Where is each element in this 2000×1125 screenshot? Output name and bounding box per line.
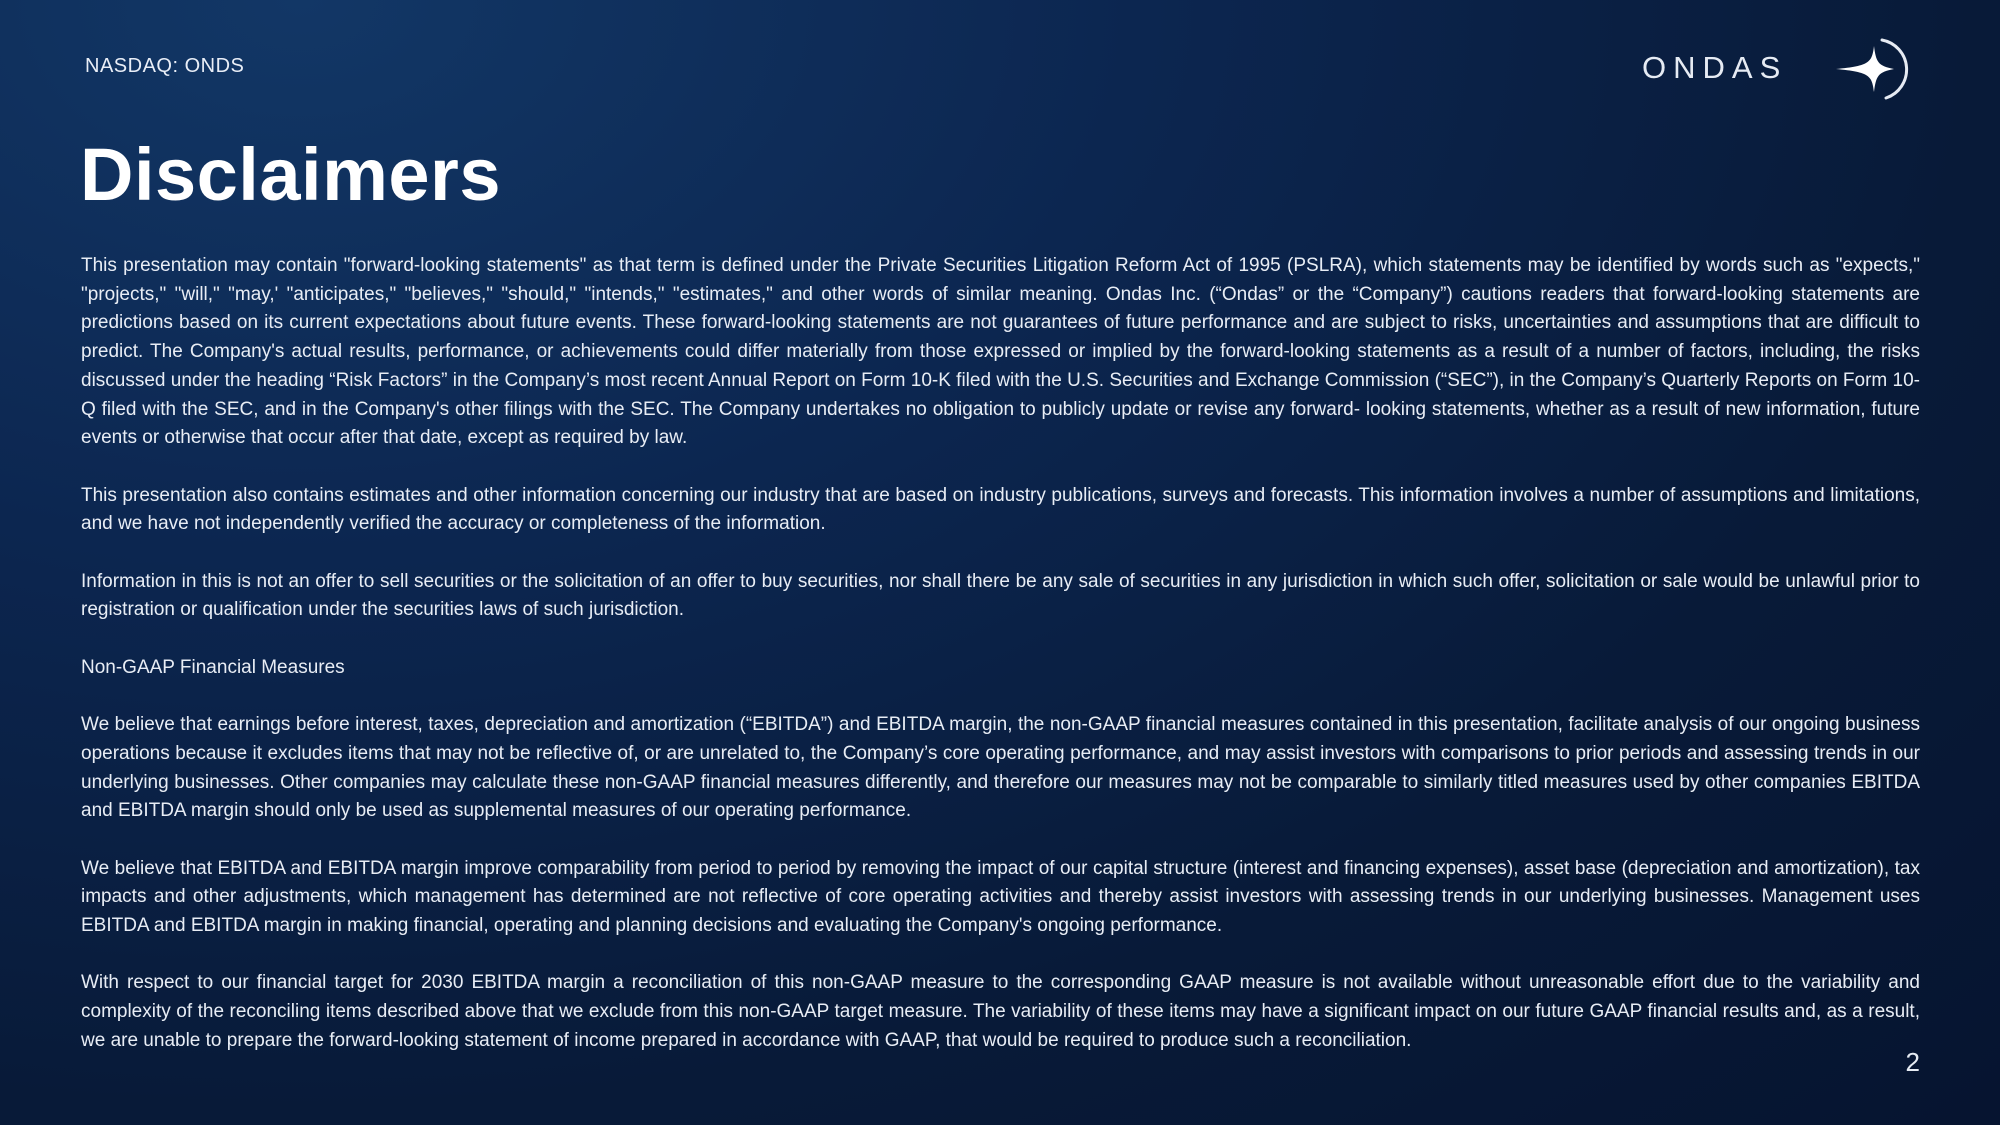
industry-estimates-paragraph: This presentation also contains estimates and other information concerning our industry that are based on industry publications, surveys and forecasts. This information involves a number of assumptions and limitations, and we have not independently verified the accuracy or completeness of the information. <box>81 484 1920 535</box>
forward-looking-paragraph: This presentation may contain "forward-looking statements" as that term is defined under the Private Securities Litigation Reform Act of 1995 (PSLRA), which statements may be identified by words such as "expects," "projects," "will," "may,' "anticipates," "believes," "should," "intends," "estimates," and other words of similar meaning. Ondas Inc. (“Ondas” or the “Company”) cautions readers that forward-looking statements are predictions based on its current expectations about future events. These forward-looking statements are not guarantees of future performance and are subject to risks, uncertainties and assumptions that are difficult to predict. The Company's actual results, performance, or achievements could differ materially from those expressed or implied by the forward-looking statements as a result of a number of factors, including, the risks discussed under the heading “Risk Factors” in the Company’s most recent Annual Report on Form 10-K filed with the U.S. Securities and Exchange Commission (“SEC”), in the Company’s Quarterly Reports on Form 10-Q filed with the SEC, and in the Company's other filings with the SEC. The Company undertakes no obligation to publicly update or revise any forward- looking statements, whether as a result of new information, future events or otherwise that occur after that date, except as required by law. <box>81 255 1920 449</box>
not-an-offer-paragraph: Information in this is not an offer to sell securities or the solicitation of an offer to buy securities, nor shall there be any sale of securities in any jurisdiction in which such offer, solicitation or sale would be unlawful prior to registration or qualification under the securities laws of such jurisdiction. <box>81 570 1920 621</box>
star-orbit-icon <box>1830 36 1916 102</box>
logo-wordmark: ONDAS <box>1642 50 1788 85</box>
page-number: 2 <box>1905 1047 1920 1077</box>
ticker-label: NASDAQ: ONDS <box>85 55 245 77</box>
page-title: Disclaimers <box>80 133 501 216</box>
ebitda-paragraph: We believe that earnings before interest, taxes, depreciation and amortization (“EBITDA”) and EBITDA margin, the non-GAAP financial measures contained in this presentation, facilitate analysis of our ongoing business operations because it excludes items that may not be reflective of, or are unrelated to, the Company’s core operating performance, and may assist investors with comparisons to prior periods and assessing trends in our underlying businesses. Other companies may calculate these non-GAAP financial measures differently, and therefore our measures may not be comparable to similarly titled measures used by other companies EBITDA and EBITDA margin should only be used as supplemental measures of our operating performance. <box>81 714 1920 822</box>
disclaimer-body <box>81 252 1920 1084</box>
company-logo <box>1640 36 1920 102</box>
reconciliation-paragraph: With respect to our financial target for 2030 EBITDA margin a reconciliation of this non-GAAP measure to the corresponding GAAP measure is not available without unreasonable effort due to the variability and complexity of the reconciling items described above that we exclude from this non-GAAP target measure. The variability of these items may have a significant impact on our future GAAP financial results and, as a result, we are unable to prepare the forward-looking statement of income prepared in accordance with GAAP, that would be required to produce such a reconciliation. <box>81 972 1920 1051</box>
ebitda-comparability-paragraph: We believe that EBITDA and EBITDA margin improve comparability from period to period by removing the impact of our capital structure (interest and financing expenses), asset base (depreciation and amortization), tax impacts and other adjustments, which management has determined are not reflective of core operating activities and thereby assist investors with assessing trends in our underlying businesses. Management uses EBITDA and EBITDA margin in making financial, operating and planning decisions and evaluating the Company's ongoing performance. <box>81 857 1920 937</box>
non-gaap-heading: Non-GAAP Financial Measures <box>81 656 345 678</box>
